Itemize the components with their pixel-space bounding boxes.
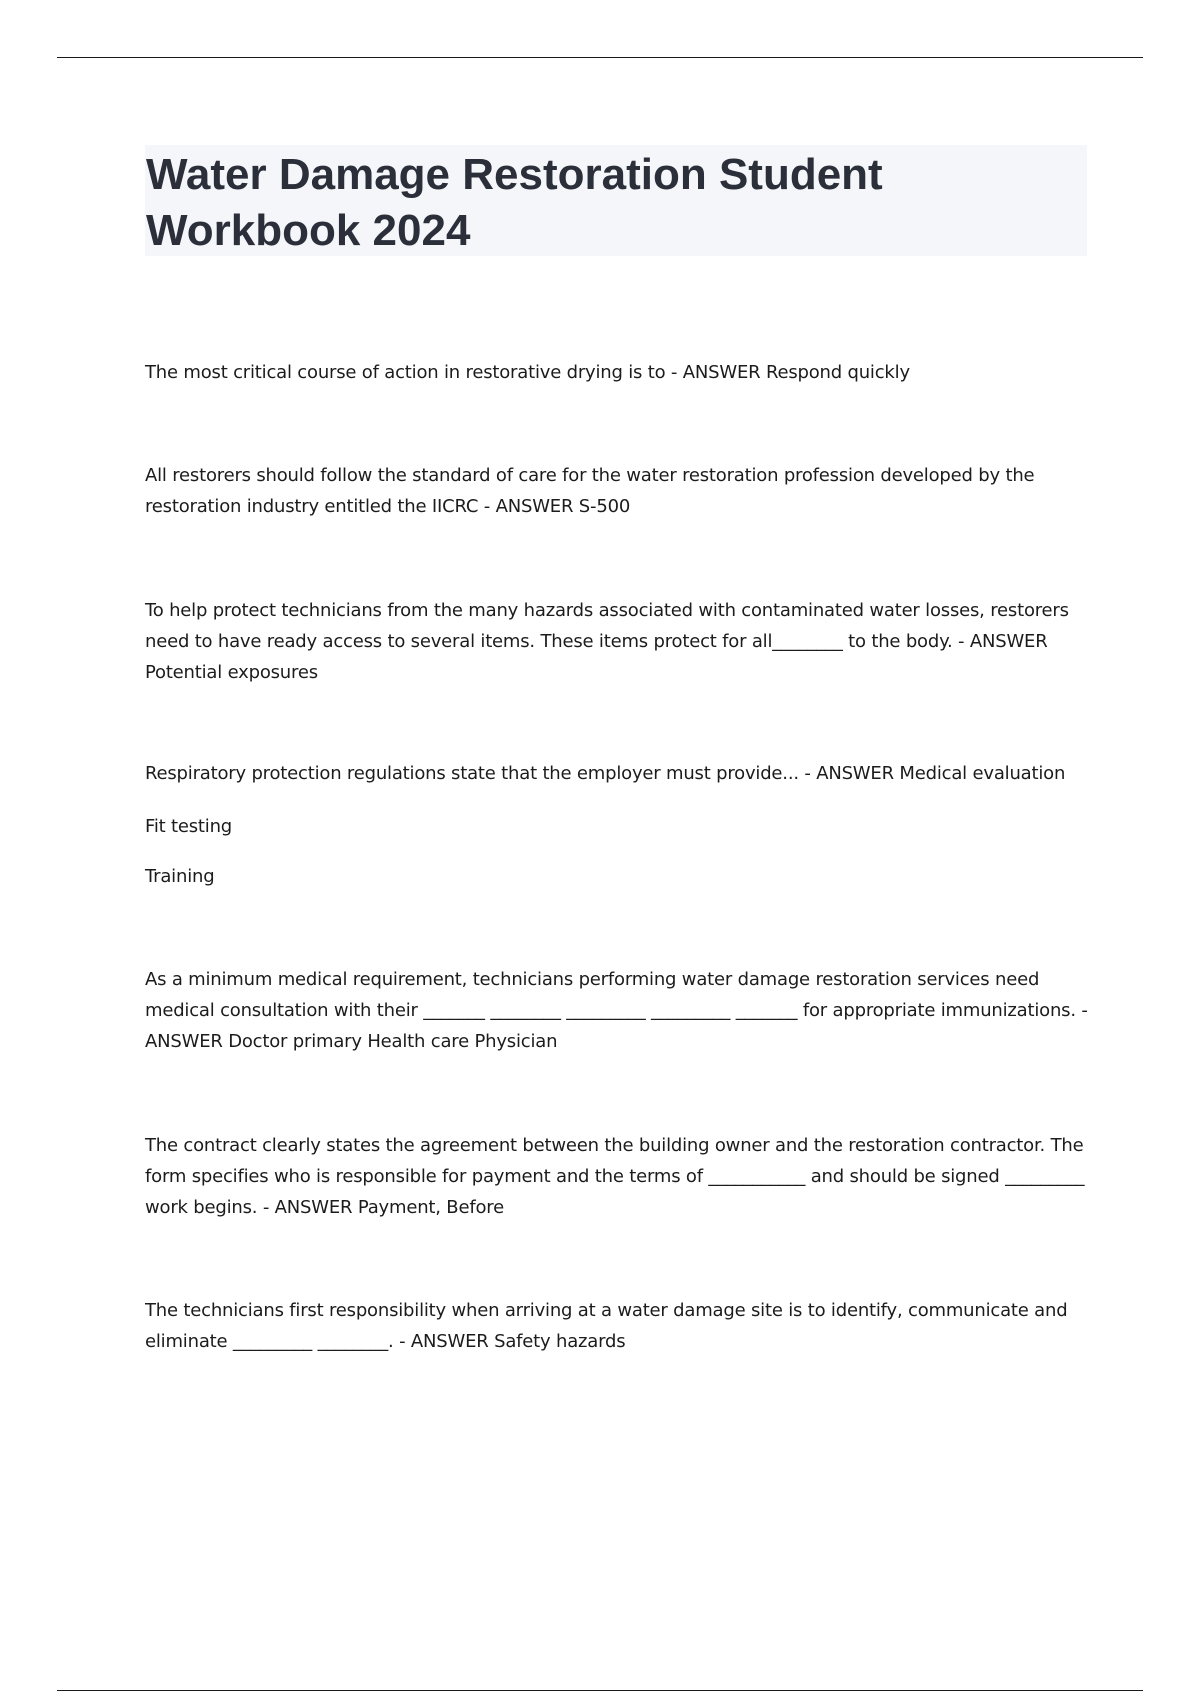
- footer-rule: [57, 1690, 1143, 1691]
- question-2: All restorers should follow the standard of care for the water restoration profession developed by the restoration industry entitled the IICRC - ANSWER S-500: [145, 465, 1035, 517]
- question-6: The contract clearly states the agreement between the building owner and the restoration contractor. The form specifies who is responsible for payment and the terms of ___________ and should be signed _________ work begins. - ANSWER Payment, Before: [145, 1135, 1085, 1218]
- question-4: Respiratory protection regulations state that the employer must provide... - ANSWER Medical evaluation: [145, 763, 1066, 784]
- question-7: The technicians first responsibility when arriving at a water damage site is to identify, communicate and eliminate _________ ________. - ANSWER Safety hazards: [145, 1300, 1068, 1352]
- question-5: As a minimum medical requirement, technicians performing water damage restoration services need medical consultation with their _______ ________ _________ _________ _______ for appropriate immunizations. - ANSWER Doctor primary Health care Physician: [145, 969, 1088, 1052]
- answer-line-training: Training: [145, 866, 215, 887]
- question-3: To help protect technicians from the many hazards associated with contaminated water losses, restorers need to have ready access to several items. These items protect for all________ to the body. - ANSWER Potential exposures: [145, 600, 1069, 683]
- answer-line-fit-testing: Fit testing: [145, 816, 233, 837]
- document-title: Water Damage Restoration Student Workbook 2024: [146, 150, 883, 255]
- header-rule: [57, 57, 1143, 58]
- question-1: The most critical course of action in restorative drying is to - ANSWER Respond quickly: [145, 362, 910, 383]
